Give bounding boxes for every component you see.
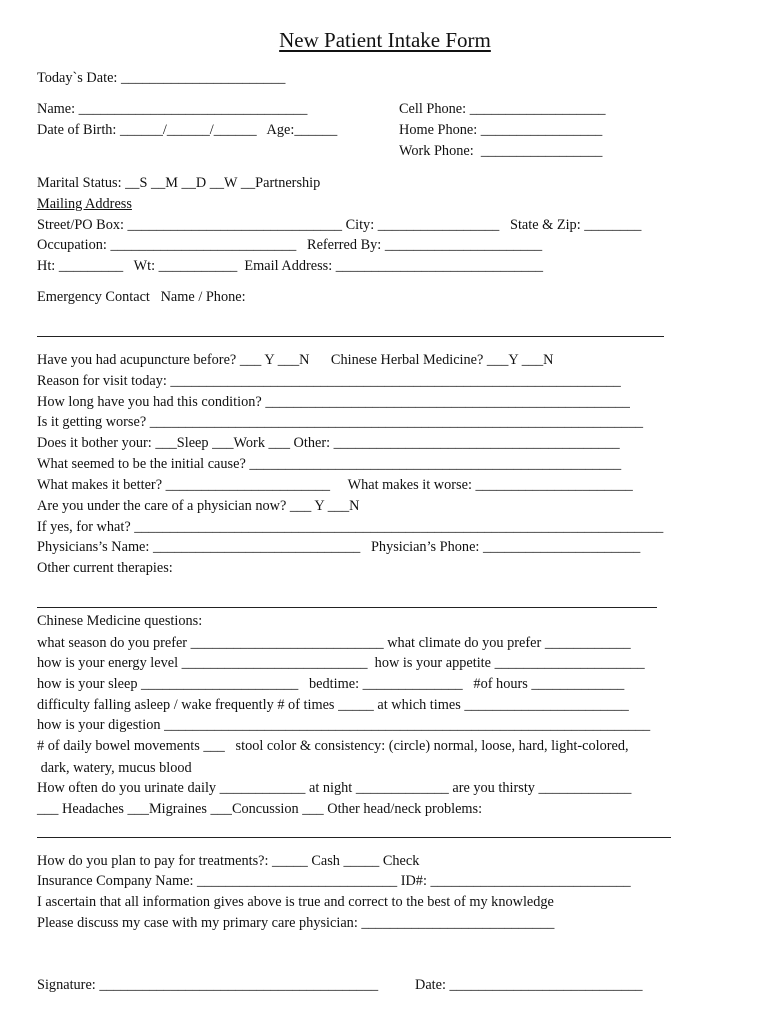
occupation-referred-field[interactable]: Occupation: __________________________ Referred By: ______________________ (37, 237, 543, 253)
home-phone-field[interactable]: Home Phone: _________________ (399, 122, 603, 138)
signature-date-field[interactable]: Date: ___________________________ (415, 977, 643, 993)
difficulty-sleep-field[interactable]: difficulty falling asleep / wake frequently # of times _____ at which times _______________________ (37, 697, 629, 713)
other-therapies-label: Other current therapies: (37, 560, 173, 576)
how-long-field[interactable]: How long have you had this condition? ___________________________________________________ (37, 394, 630, 410)
emergency-contact-line[interactable] (37, 336, 664, 337)
initial-cause-field[interactable]: What seemed to be the initial cause? ____________________________________________________ (37, 456, 622, 472)
cell-phone-field[interactable]: Cell Phone: ___________________ (399, 101, 606, 117)
ascertain-statement: I ascertain that all information gives above is true and correct to the best of my knowledge (37, 894, 554, 910)
digestion-field[interactable]: how is your digestion ____________________________________________________________________ (37, 717, 651, 733)
sleep-bedtime-field[interactable]: how is your sleep ______________________ bedtime: ______________ #of hours _____________ (37, 676, 625, 692)
getting-worse-field[interactable]: Is it getting worse? _____________________________________________________________________ (37, 414, 644, 430)
dob-age-field[interactable]: Date of Birth: ______/______/______ Age:______ (37, 122, 338, 138)
physician-care-field[interactable]: Are you under the care of a physician now? ___ Y ___N (37, 498, 360, 514)
bowel-field[interactable]: # of daily bowel movements ___ stool color & consistency: (circle) normal, loose, hard, light-colored, (37, 738, 629, 754)
payment-field[interactable]: How do you plan to pay for treatments?: _____ Cash _____ Check (37, 853, 420, 869)
if-yes-field[interactable]: If yes, for what? __________________________________________________________________________ (37, 519, 664, 535)
cm-questions-heading: Chinese Medicine questions: (37, 613, 203, 629)
emergency-contact-label: Emergency Contact Name / Phone: (37, 289, 246, 305)
todays-date-field[interactable]: Today`s Date: _______________________ (37, 70, 286, 86)
street-city-state-field[interactable]: Street/PO Box: ______________________________ City: _________________ State & Zip: ________ (37, 217, 642, 233)
signature-field[interactable]: Signature: _______________________________________ (37, 977, 379, 993)
season-climate-field[interactable]: what season do you prefer ___________________________ what climate do you prefer ____________ (37, 635, 631, 651)
name-field[interactable]: Name: ________________________________ (37, 101, 308, 117)
urinate-field[interactable]: How often do you urinate daily ____________ at night _____________ are you thirsty _____________ (37, 780, 632, 796)
reason-for-visit-field[interactable]: Reason for visit today: _______________________________________________________________ (37, 373, 621, 389)
discuss-physician-field[interactable]: Please discuss my case with my primary care physician: ___________________________ (37, 915, 555, 931)
other-therapies-line[interactable] (37, 607, 657, 608)
mailing-address-heading: Mailing Address (37, 196, 132, 212)
insurance-field[interactable]: Insurance Company Name: ____________________________ ID#: ____________________________ (37, 873, 631, 889)
acupuncture-herbal-field[interactable]: Have you had acupuncture before? ___ Y ___N Chinese Herbal Medicine? ___Y ___N (37, 352, 554, 368)
energy-appetite-field[interactable]: how is your energy level __________________________ how is your appetite _____________________ (37, 655, 645, 671)
headaches-field[interactable]: ___ Headaches ___Migraines ___Concussion ___ Other head/neck problems: (37, 801, 483, 817)
ht-wt-email-field[interactable]: Ht: _________ Wt: ___________ Email Address: _____________________________ (37, 258, 544, 274)
page-title: New Patient Intake Form (279, 28, 491, 52)
bother-field[interactable]: Does it bother your: ___Sleep ___Work ___ Other: ________________________________________ (37, 435, 620, 451)
work-phone-field[interactable]: Work Phone: _________________ (399, 143, 603, 159)
physician-name-phone-field[interactable]: Physicians’s Name: _____________________________ Physician’s Phone: ______________________ (37, 539, 641, 555)
stool-continued-text: dark, watery, mucus blood (37, 760, 192, 776)
head-neck-problems-line[interactable] (37, 837, 671, 838)
better-worse-field[interactable]: What makes it better? _______________________ What makes it worse: ______________________ (37, 477, 633, 493)
marital-status-field[interactable]: Marital Status: __S __M __D __W __Partnership (37, 175, 321, 191)
